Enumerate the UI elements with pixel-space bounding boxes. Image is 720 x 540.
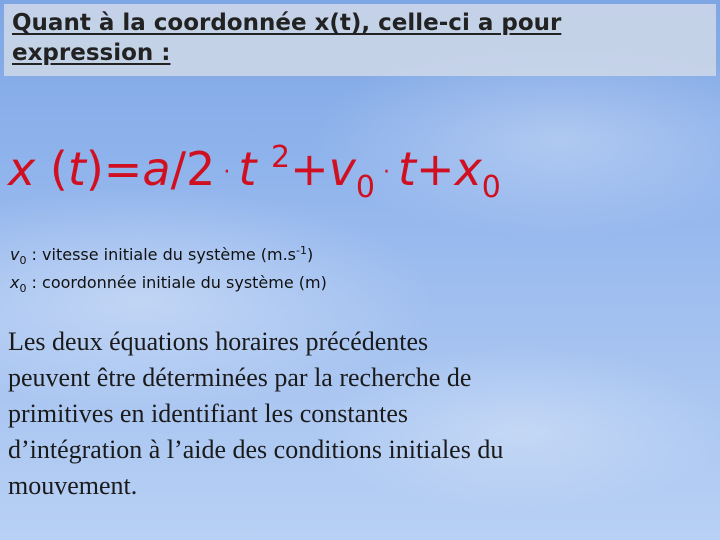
def-text-x: : coordonnée initiale du système (m) — [26, 273, 327, 292]
eq-v: v — [328, 142, 356, 196]
def-symbol-v: v — [10, 245, 20, 264]
eq-plus: + — [290, 142, 329, 196]
definition-x0 — [10, 272, 327, 300]
slide-title: Quant à la coordonnée x(t), celle-ci a pour expression : — [12, 10, 562, 66]
eq-x0: x — [454, 142, 482, 196]
eq-t-squared: t — [238, 142, 257, 196]
eq-a: a — [142, 142, 171, 196]
eq-t-linear: t — [397, 142, 417, 196]
eq-v-subscript: 0 — [355, 170, 375, 205]
eq-open-paren: ( — [49, 142, 68, 196]
def-text-v-end: ) — [306, 245, 314, 264]
definition-v0 — [10, 240, 327, 272]
def-sub-x: 0 — [19, 282, 27, 295]
def-text-v: : vitesse initiale du système (m.s — [26, 245, 296, 264]
eq-dot-2: · — [382, 160, 390, 185]
eq-plus-2: + — [416, 142, 455, 196]
variable-definitions — [10, 240, 327, 300]
eq-close-equals: )= — [85, 142, 143, 196]
title-bar — [4, 4, 716, 76]
def-sub-v: 0 — [19, 254, 27, 267]
eq-exponent: 2 — [271, 140, 291, 175]
def-symbol-x: x — [10, 273, 20, 292]
eq-dot: · — [223, 160, 231, 185]
eq-x0-subscript: 0 — [481, 170, 501, 205]
eq-t: t — [67, 142, 86, 196]
explanation-paragraph: Les deux équations horaires précédentes peuvent être déterminées par la recherche de primitives en identifiant les constantes d’intégration à l’aide des conditions initiales du mouvement. — [8, 327, 504, 500]
eq-x: x — [8, 142, 36, 196]
eq-half: /2 — [170, 142, 216, 196]
def-power: -1 — [296, 244, 307, 257]
equation-x-of-t — [8, 128, 501, 218]
